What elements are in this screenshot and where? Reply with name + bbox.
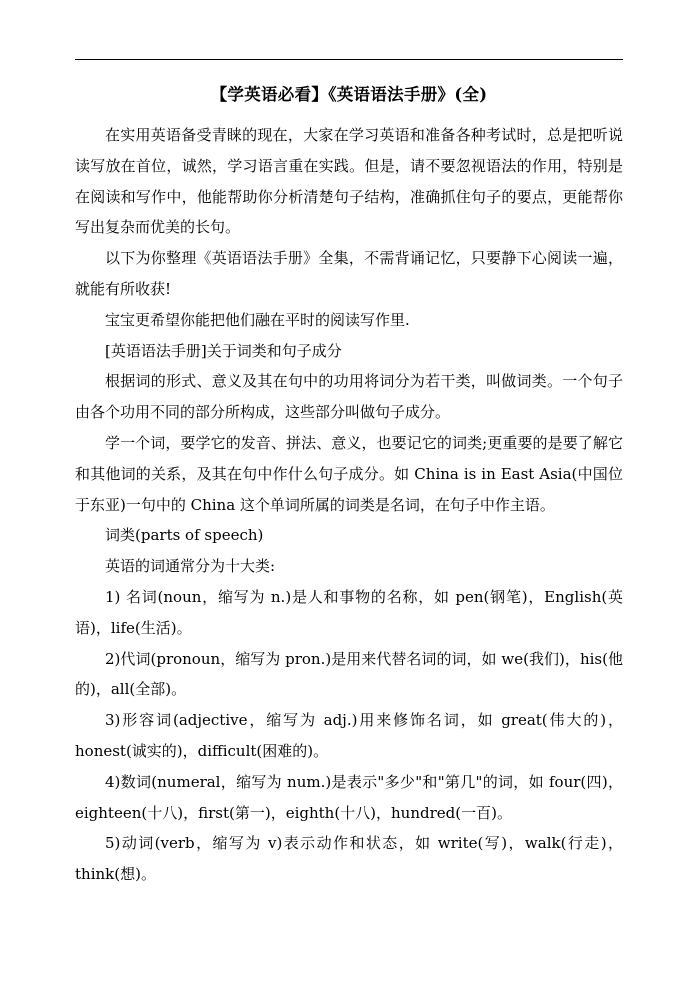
paragraph-parts-of-speech: 词类(parts of speech) [105, 526, 264, 545]
list-item-noun: 1) 名词(noun，缩写为 n.)是人和事物的名称，如 pen(钢笔)，English(英语)，life(生活)。 [75, 587, 623, 637]
paragraph-ten-classes: 英语的词通常分为十大类: [105, 557, 276, 576]
paragraph-summary: 以下为你整理《英语语法手册》全集，不需背诵记忆，只要静下心阅读一遍，就能有所收获! [75, 249, 623, 298]
header-rule [75, 59, 623, 60]
list-item-pronoun: 2)代词(pronoun，缩写为 pron.)是用来代替名词的词，如 we(我们)，his(他的)，all(全部)。 [75, 649, 623, 699]
paragraph-section-heading: [英语语法手册]关于词类和句子成分 [105, 341, 342, 360]
document-title: 【学英语必看】《英语语法手册》(全) [210, 85, 488, 104]
paragraph-word-classes: 根据词的形式、意义及其在句中的功用将词分为若干类，叫做词类。一个句子由各个功用不同的部分所构成，这些部分叫做句子成分。 [75, 372, 623, 422]
list-item-adjective: 3)形容词(adjective，缩写为 adj.)用来修饰名词，如 great(伟大的)，honest(诚实的)，difficult(困难的)。 [75, 711, 623, 760]
paragraph-intro: 在实用英语备受青睐的现在，大家在学习英语和准备各种考试时，总是把听说读写放在首位，诚然，学习语言重在实践。但是，请不要忽视语法的作用，特别是在阅读和写作中，他能帮助你分析清楚句子结构，准确抓住句子的要点，更能帮你写出复杂而优美的长句。 [75, 126, 623, 237]
document-body [75, 80, 623, 890]
list-item-numeral: 4)数词(numeral，缩写为 num.)是表示"多少"和"第几"的词，如 four(四)，eighteen(十八)，first(第一)，eighth(十八)，hundred(一百)。 [75, 772, 623, 822]
paragraph-learning-words: 学一个词，要学它的发音、拼法、意义，也要记它的词类;更重要的是要了解它和其他词的关系，及其在句中作什么句子成分。如 China is in East Asia(中国位于东亚)一句中的 China 这个单词所属的词类是名词，在句子中作主语。 [75, 433, 623, 514]
list-item-verb: 5)动词(verb，缩写为 v)表示动作和状态，如 write(写)，walk(行走)，think(想)。 [75, 834, 623, 884]
paragraph-hope: 宝宝更希望你能把他们融在平时的阅读写作里. [105, 310, 410, 329]
